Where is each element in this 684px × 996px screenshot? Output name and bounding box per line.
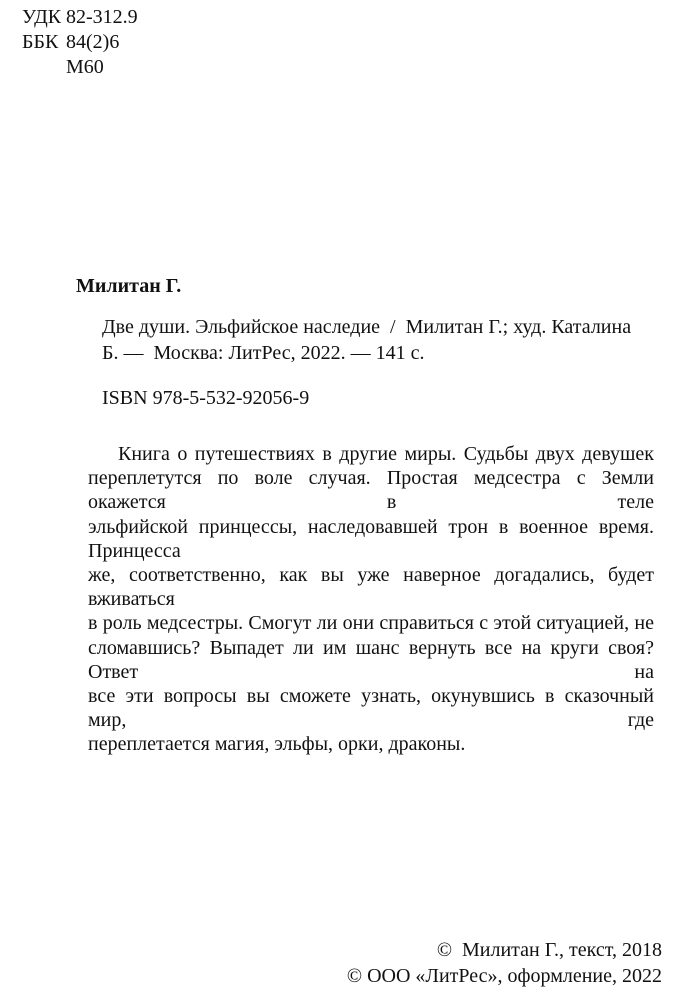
author-mark-row: [22, 55, 138, 80]
annotation-line: в роль медсестры. Смогут ли они справиться с этой ситуацией, не: [88, 612, 654, 635]
annotation-line: эльфийской принцессы, наследовавшей трон в военное время. Принцесса: [88, 515, 654, 562]
annotation-line: переплетается магия, эльфы, орки, драконы.: [88, 733, 466, 756]
udk-value: 82-312.9: [66, 6, 138, 28]
annotation-line: сломавшись? Выпадет ли им шанс вернуть все на круги своя? Ответ на: [88, 636, 654, 683]
bibliographic-line-2: Б. — Москва: ЛитРес, 2022. — 141 с.: [102, 342, 425, 364]
bibliographic-line-1: Две души. Эльфийское наследие / Милитан Г.; худ. Каталина: [102, 316, 632, 338]
bbk-value: 84(2)6: [66, 31, 120, 53]
bibliographic-record: [102, 314, 632, 366]
annotation: [88, 442, 654, 757]
bbk-row: [22, 30, 138, 55]
classification-codes: [22, 5, 138, 80]
author-mark: М60: [66, 56, 104, 78]
bbk-label: ББК: [22, 31, 59, 53]
annotation-line: все эти вопросы вы сможете узнать, окунувшись в сказочный мир, где: [88, 685, 654, 732]
annotation-line: же, соответственно, как вы уже наверное догадались, будет вживаться: [88, 564, 654, 611]
annotation-line: Книга о путешествиях в другие миры. Судьбы двух девушек: [118, 443, 654, 465]
isbn: ISBN 978-5-532-92056-9: [102, 387, 310, 409]
udk-row: [22, 5, 138, 30]
copyright-text: © Милитан Г., текст, 2018: [436, 939, 662, 961]
copyright-block: [347, 937, 662, 989]
author-heading: Милитан Г.: [76, 275, 182, 297]
udk-label: УДК: [22, 6, 62, 28]
annotation-line: переплетутся по воле случая. Простая медсестра с Земли окажется в теле: [88, 467, 654, 514]
copyright-design: © ООО «ЛитРес», оформление, 2022: [346, 965, 662, 987]
